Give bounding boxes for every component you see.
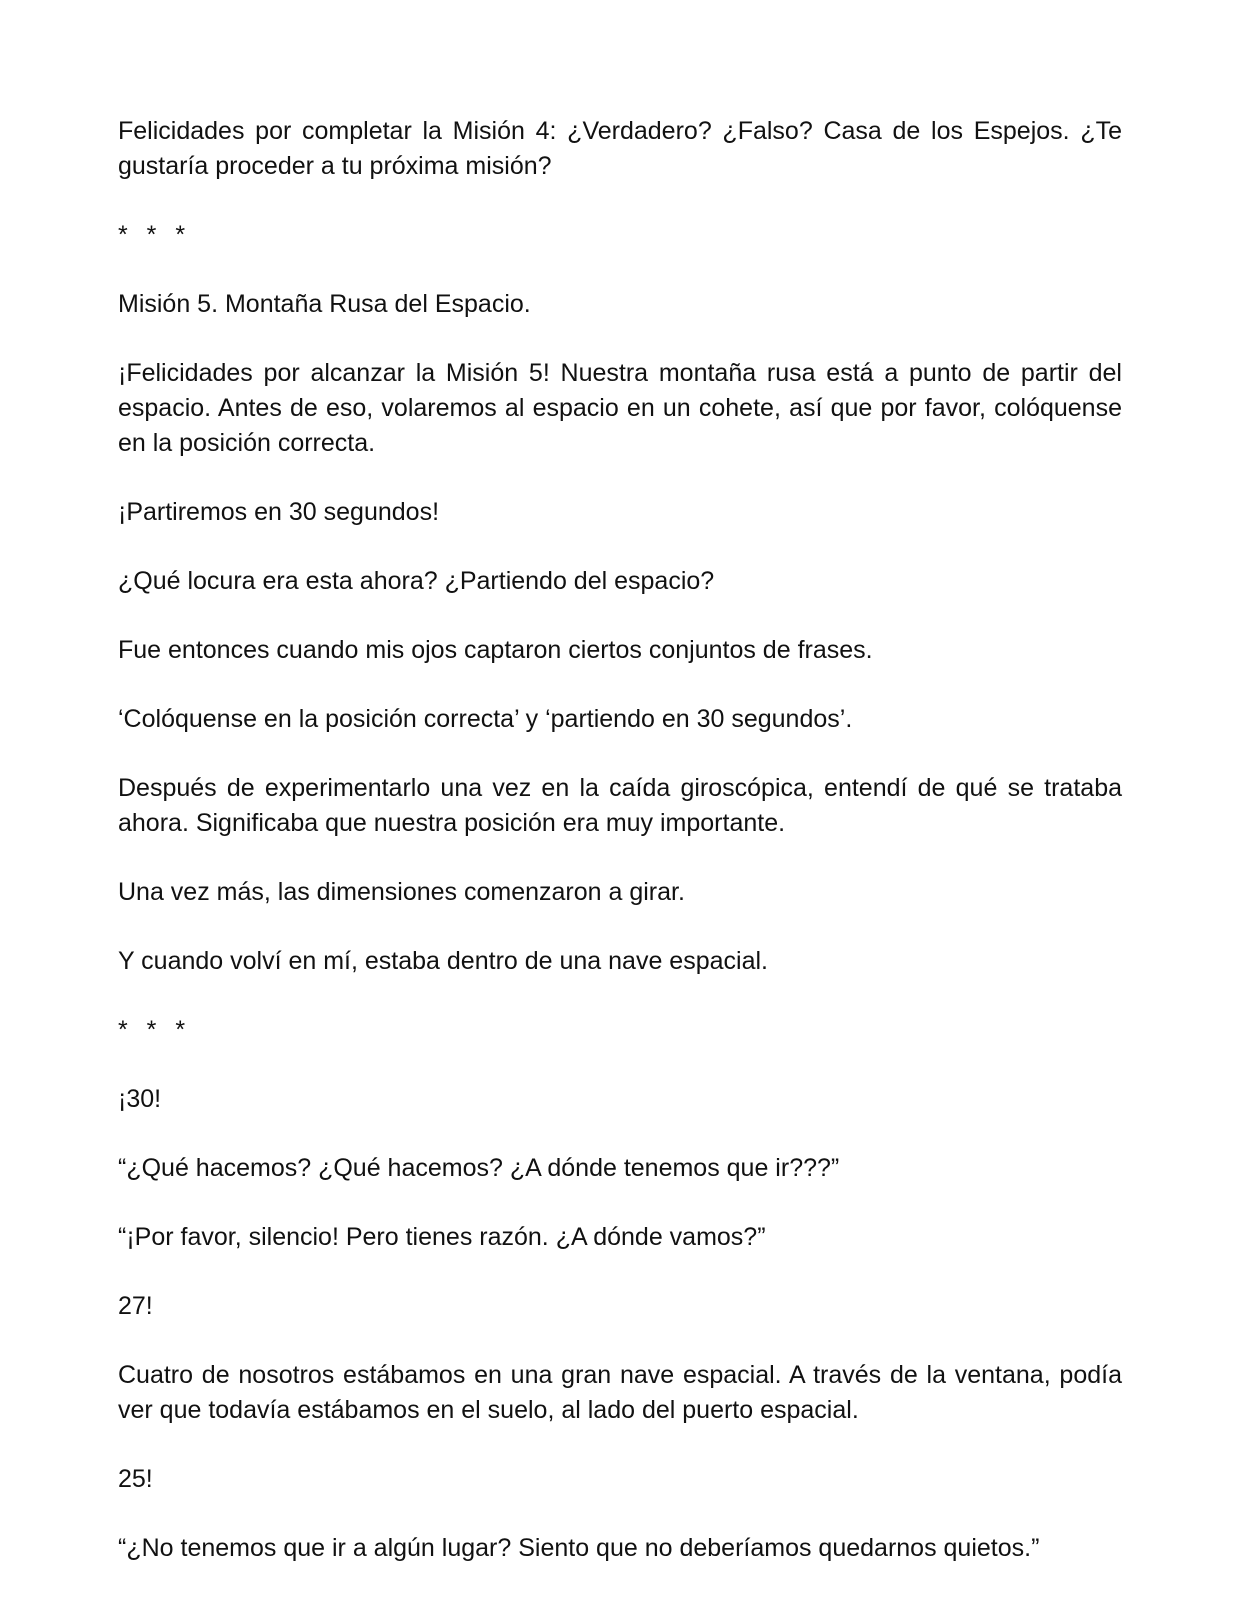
dialogue-line: “¿No tenemos que ir a algún lugar? Siento que no deberíamos quedarnos quietos.” <box>118 1534 1040 1562</box>
chapter-heading: Misión 5. Montaña Rusa del Espacio. <box>118 290 531 318</box>
countdown-line: 27! <box>118 1292 153 1320</box>
countdown-line: ¡30! <box>118 1085 162 1113</box>
countdown-line: 25! <box>118 1465 153 1493</box>
paragraph: Fue entonces cuando mis ojos captaron ciertos conjuntos de frases. <box>118 636 873 664</box>
paragraph-mission-5-intro: ¡Felicidades por alcanzar la Misión 5! Nuestra montaña rusa está a punto de partir del espacio. Antes de eso, volaremos al espacio en un cohete, así que por favor, colóquense en la posición correcta. <box>118 359 1122 457</box>
body-text <box>118 114 1122 1566</box>
paragraph: ‘Colóquense en la posición correcta’ y ‘partiendo en 30 segundos’. <box>118 705 853 733</box>
paragraph: Una vez más, las dimensiones comenzaron a girar. <box>118 878 685 906</box>
dialogue-line: “¿Qué hacemos? ¿Qué hacemos? ¿A dónde tenemos que ir???” <box>118 1154 840 1182</box>
scene-break: * * * <box>118 1016 192 1044</box>
paragraph: ¡Partiremos en 30 segundos! <box>118 498 440 526</box>
scene-break: * * * <box>118 221 192 249</box>
paragraph: Cuatro de nosotros estábamos en una gran nave espacial. A través de la ventana, podía ver que todavía estábamos en el suelo, al lado del puerto espacial. <box>118 1361 1122 1424</box>
dialogue-line: “¡Por favor, silencio! Pero tienes razón. ¿A dónde vamos?” <box>118 1223 766 1251</box>
paragraph: Y cuando volví en mí, estaba dentro de una nave espacial. <box>118 947 768 975</box>
paragraph: ¿Qué locura era esta ahora? ¿Partiendo del espacio? <box>118 567 715 595</box>
paragraph: Después de experimentarlo una vez en la caída giroscópica, entendí de qué se trataba ahora. Significaba que nuestra posición era muy importante. <box>118 774 1122 837</box>
paragraph-mission-4-complete: Felicidades por completar la Misión 4: ¿Verdadero? ¿Falso? Casa de los Espejos. ¿Te gustaría proceder a tu próxima misión? <box>118 117 1122 180</box>
